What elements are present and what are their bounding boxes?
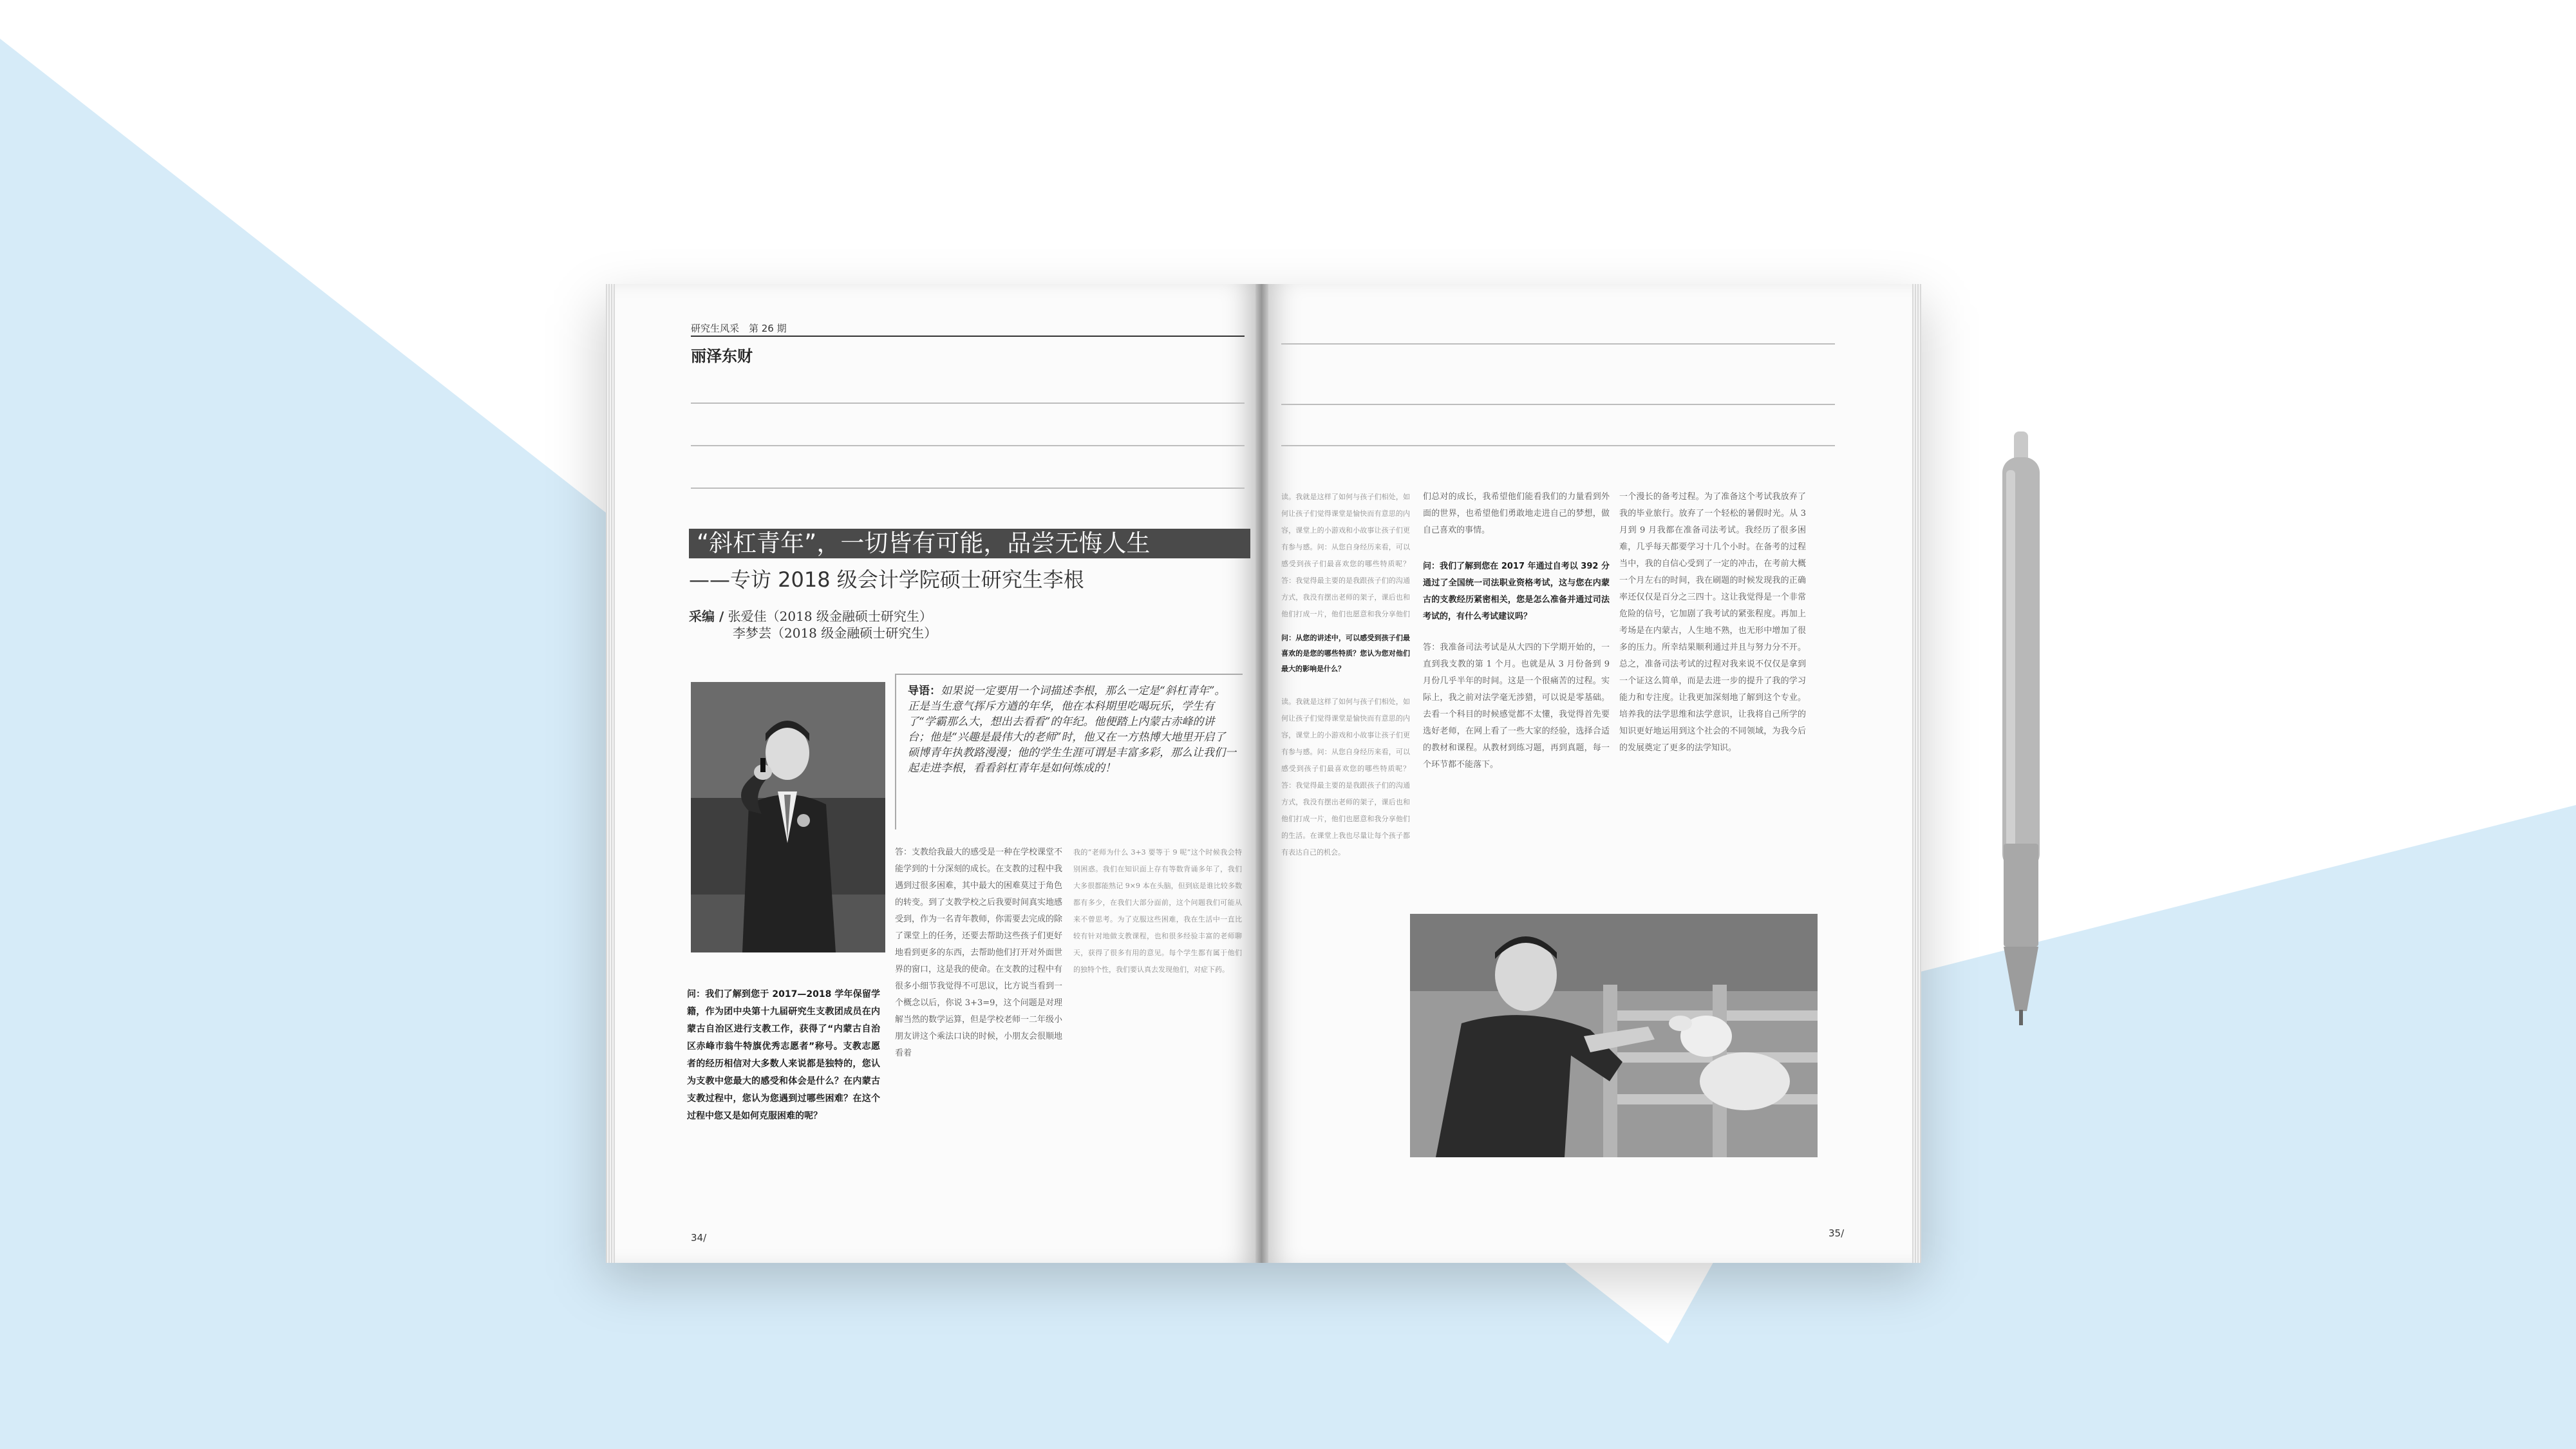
pen-grip <box>2004 844 2038 947</box>
credit-author: 张爱佳（2018 级金融硕士研究生） <box>728 609 932 624</box>
divider-rule <box>691 488 1245 489</box>
pen-highlight <box>2006 470 2015 857</box>
divider-rule <box>691 445 1245 446</box>
intro-label: 导语： <box>908 685 941 697</box>
section-title: 丽泽东财 <box>691 346 753 365</box>
page-number: 34/ <box>691 1232 707 1244</box>
book-spine <box>1255 284 1268 1263</box>
goat-feeding-photo <box>1410 914 1818 1157</box>
article-column: 读。我就是这样了如何与孩子们相处，如何让孩子们觉得课堂是愉快而有意思的内容，课堂上的小游戏和小故事让孩子们更有参与感。问：从您自身经历来看，可以感受到孩子们最喜欢您的哪些特质呢？答：我觉得最主要的是我跟孩子们的沟通方式，我没有摆出老师的架子，课后也和他们打成一片，他们也愿意和我分享他们 <box>1281 493 1410 618</box>
article-column: 读。我就是这样了如何与孩子们相处，如何让孩子们觉得课堂是愉快而有意思的内容，课堂上的小游戏和小故事让孩子们更有参与感。问：从您自身经历来看，可以感受到孩子们最喜欢您的哪些特质呢？答：我觉得最主要的是我跟孩子们的沟通方式，我没有摆出老师的架子，课后也和他们打成一片，他们也愿意和我分享他们的生活。在课堂上我也尽量让每个孩子都有表达自己的机会。 <box>1281 697 1410 857</box>
answer-column: 答：支教给我最大的感受是一种在学校课堂不能学到的十分深刻的成长。在支教的过程中我遇到过很多困难，其中最大的困难莫过于角色的转变。到了支教学校之后我要时间真实地感受到，作为一名青年教师，你需要去完成的除了课堂上的任务，还要去帮助这些孩子们更好地看到更多的东西，去帮助他们打开对外面世界的窗口，这是我的使命。在支教的过程中有很多小细节我觉得不可思议，比方说当看到一个概念以后，你说 3+3=9，这个问题是对理解当然的数学运算，但是学校老师一二年级小朋友讲这个乘法口诀的时候，小朋友会很顺地看着 <box>895 848 1062 1058</box>
article-column: 们总对的成长，我希望他们能看我们的力量看到外面的世界，也希望他们勇敢地走进自己的梦想，做自己喜欢的事情。 <box>1423 492 1610 535</box>
credits-label: 采编 / <box>689 609 724 624</box>
article-column: 一个漫长的备考过程。为了准备这个考试我放弃了我的毕业旅行。放弃了一个轻松的暑假时光。从 3 月到 9 月我都在准备司法考试。我经历了很多困难，几乎每天都要学习十几个小时。在备考的过程当中，我的自信心受到了一定的冲击，在考前大概一个月左右的时间，我在刷题的时候发现我的正确率还仅仅是百分之三四十。这让我觉得是一个非常危险的信号，它加剧了我考试的紧张程度。再加上考场是在内蒙古，人生地不熟，也无形中增加了很多的压力。所幸结果顺利通过并且与努力分不开。总之，准备司法考试的过程对我来说不仅仅是拿到一个证这么简单，而是去进一步的提升了我的学习能力和专注度。让我更加深刻地了解到这个专业。培养我的法学思维和法学意识，让我将自己所学的知识更好地运用到这个社会的不同领域，为我今后的发展奠定了更多的法学知识。 <box>1619 492 1806 753</box>
divider-rule <box>1281 445 1835 446</box>
pen-nib <box>2019 1010 2023 1025</box>
interview-question: 问：我们了解到您在 2017 年通过自考以 392 分通过了全国统一司法职业资格考试，这与您在内蒙古的支教经历紧密相关，您是怎么准备并通过司法考试的，有什么考试建议吗？ <box>1423 562 1610 621</box>
open-magazine[interactable] <box>615 284 1912 1263</box>
page-edges <box>606 284 615 1263</box>
credit-author: 李梦芸（2018 级金融硕士研究生） <box>733 625 937 641</box>
article-subheadline: ——专访 2018 级会计学院硕士研究生李根 <box>689 567 1084 592</box>
article-headline: “斜杠青年”，一切皆有可能，品尝无悔人生 <box>689 529 1250 558</box>
intro-paragraph <box>908 683 1236 776</box>
divider-rule <box>1281 404 1835 405</box>
interview-question: 问：我们了解到您于 2017—2018 学年保留学籍，作为团中央第十九届研究生支教团成员在内蒙古自治区进行支教工作，获得了“内蒙古自治区赤峰市翁牛特旗优秀志愿者”称号。支教志愿者的经历相信对大多数人来说都是独特的，您认为支教中您最大的感受和体会是什么？在内蒙古支教过程中，您认为您遇到过哪些困难？在这个过程中您又是如何克服困难的呢？ <box>687 989 880 1121</box>
interview-question: 问：从您的讲述中，可以感受到孩子们最喜欢的是您的哪些特质？您认为您对他们最大的影响是什么？ <box>1281 634 1410 673</box>
divider-rule <box>691 402 1245 404</box>
portrait-photo <box>691 682 885 952</box>
divider-rule <box>1281 343 1835 345</box>
answer-column: 我的“老师为什么 3+3 要等于 9 呢”这个时候我会特别困惑。我们在知识面上存有等数背诵多年了，我们大多很都能熟记 9×9 本在头脑，但到底是谁比较多数都有多少，在我们大部分面前，这个问题我们可能从来不曾思考。为了克服这些困难，我在生活中一直比较有针对地做支教课程，也和很多经验丰富的老师聊天，获得了很多有用的意见。每个学生都有属于他们的独特个性，我们要认真去发现他们，对症下药。 <box>1073 848 1242 974</box>
left-page <box>615 284 1262 1263</box>
right-page <box>1262 284 1912 1263</box>
page-edges <box>1912 284 1921 1263</box>
pen[interactable] <box>1989 431 2060 1037</box>
page-number: 35/ <box>1829 1227 1845 1239</box>
article-column: 答：我准备司法考试是从大四的下学期开始的，一直到我支教的第 1 个月。也就是从 3 月份备到 9 月份几乎半年的时间。这是一个很痛苦的过程。实际上，我之前对法学毫无涉猎，可以说是零基础。去看一个科目的时候感觉都不太懂，我觉得首先要选好老师，在网上看了一些大家的经验，选择合适的教材和课程。从教材到练习题，再到真题，每一个环节都不能落下。 <box>1423 643 1610 770</box>
intro-text: 如果说一定要用一个词描述李根，那么一定是“斜杠青年”。正是当生意气挥斥方遒的年华，他在本科期里吃喝玩乐，学生有了“学霸那么大，想出去看看”的年纪。他便踏上内蒙古赤峰的讲台；他是“兴趣是最伟大的老师”时，他又在一方热博大地里开启了硕博青年执教路漫漫；他的学生生涯可谓是丰富多彩，那么让我们一起走进李根，看看斜杠青年是如何炼成的！ <box>908 685 1236 775</box>
page-header: 研究生风采 第 26 期 <box>691 323 787 334</box>
header-rule <box>691 336 1245 337</box>
pen-tip <box>2004 947 2038 1011</box>
